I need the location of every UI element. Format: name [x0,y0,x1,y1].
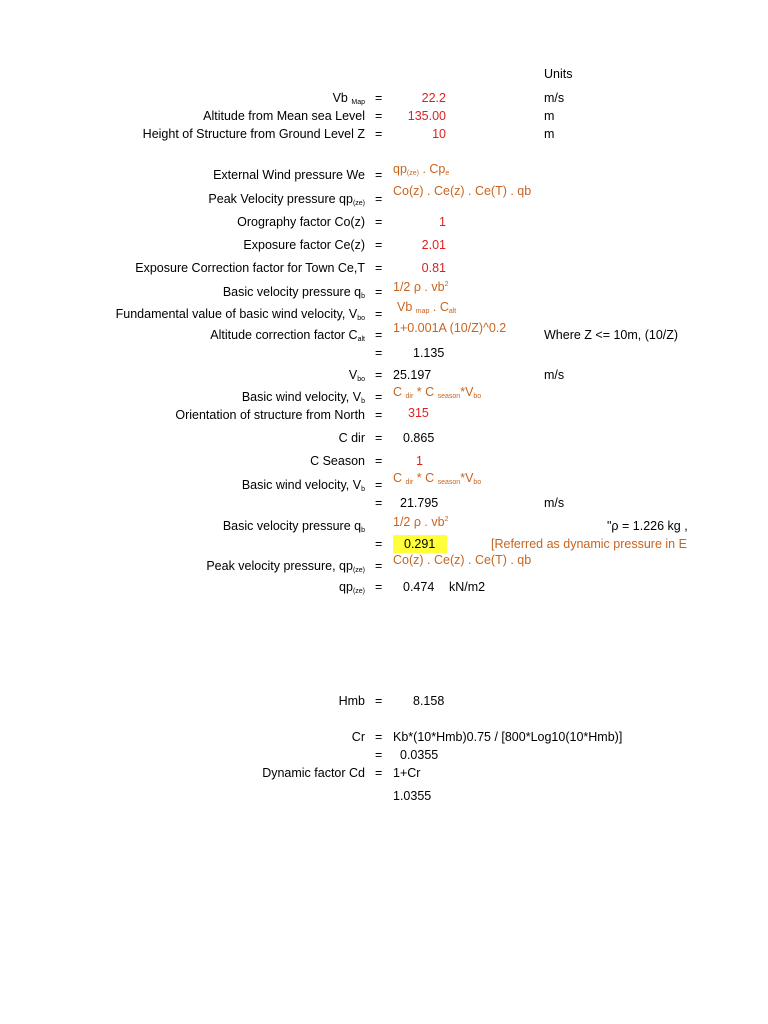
qp2-formula-eq: = [375,559,383,573]
cd-val-value[interactable]: 1.0355 [393,789,432,803]
qb2-val-value[interactable]: 0.291 [404,537,436,551]
height-unit: m [544,127,555,141]
cr-formula[interactable]: Kb*(10*Hmb)0.75 / [800*Log10(10*Hmb)] [393,730,623,744]
qb2-label: Basic velocity pressure $q_b$ [222,519,365,534]
qb-formula[interactable]: 1/2 ρ . $vb^2$ [393,280,449,294]
dynamic-pressure-note: [Referred as dynamic pressure in E [491,537,687,551]
vb-map-eq: = [375,91,383,105]
we-formula[interactable]: $qp_{(ze)}$ . $Cp_e$ [393,162,450,177]
hmb-value[interactable]: 8.158 [413,694,445,708]
orientation-label: Orientation of structure from North [175,408,365,422]
qp-peak-eq: = [375,192,383,206]
vbo-val-value[interactable]: 25.197 [393,368,432,382]
vb-val-value[interactable]: 21.795 [400,496,439,510]
qp2-val-value[interactable]: 0.474 [403,580,435,594]
exposure-corr-eq: = [375,261,383,275]
rho-note: "ρ = 1.226 kg , [607,519,688,533]
height-eq: = [375,127,383,141]
altitude-label: Altitude from Mean sea Level [203,109,365,123]
cd-eq: = [375,766,383,780]
orography-label: Orography factor Co(z) [237,215,365,229]
vb-formula2[interactable]: C $_{dir}$ * C $_{season}*V_{bo}$ [393,471,482,486]
vb-val-eq: = [375,496,383,510]
qp2-formula-label: Peak velocity pressure, $qp_{(ze)}$ [206,559,365,574]
exposure-label: Exposure factor Ce(z) [243,238,365,252]
cr-label: Cr [351,730,365,744]
orientation-eq: = [375,408,383,422]
qp2-val-unit: kN/m2 [449,580,486,594]
cr-eq: = [375,730,383,744]
cdir-value[interactable]: 0.865 [403,431,435,445]
cd-label: Dynamic factor Cd [262,766,365,780]
we-eq: = [375,168,383,182]
vb-formula1-label: Basic wind velocity, $V_b$ [241,390,365,405]
exposure-corr-value[interactable]: 0.81 [421,261,446,275]
vbo-val-label: $V_{bo}$ [348,368,365,383]
vb-val-unit: m/s [544,496,565,510]
qb-label: Basic velocity pressure $q_b$ [222,285,365,300]
units-header: Units [544,67,573,81]
vb-formula2-eq: = [375,478,383,492]
qp2-val-eq: = [375,580,383,594]
qb-eq: = [375,285,383,299]
orography-value[interactable]: 1 [439,215,446,229]
calt-formula[interactable]: 1+0.001A (10/Z)^0.2 [393,321,507,335]
cdir-eq: = [375,431,383,445]
vb-map-label: Vb $_{Map}$ [332,91,365,106]
qp-peak-label: Peak Velocity pressure $qp_{(ze)}$ [208,192,365,207]
calt-eq: = [375,328,383,342]
hmb-eq: = [375,694,383,708]
cdir-label: C dir [338,431,365,445]
height-label: Height of Structure from Ground Level Z [142,127,365,141]
exposure-eq: = [375,238,383,252]
vb-formula1[interactable]: C $_{dir}$ * C $_{season}*V_{bo}$ [393,385,482,400]
cseason-value[interactable]: 1 [416,454,423,468]
vbo-val-unit: m/s [544,368,565,382]
hmb-label: Hmb [338,694,365,708]
cr-val-value[interactable]: 0.0355 [400,748,439,762]
vbo-formula-eq: = [375,307,383,321]
vb-formula2-label: Basic wind velocity, $V_b$ [241,478,365,493]
qp2-formula[interactable]: Co(z) . Ce(z) . Ce(T) . qb [393,553,532,567]
calt-val-value[interactable]: 1.135 [413,346,445,360]
cseason-eq: = [375,454,383,468]
vbo-val-eq: = [375,368,383,382]
cr-val-eq: = [375,748,383,762]
altitude-value[interactable]: 135.00 [407,109,446,123]
calt-val-eq: = [375,346,383,360]
cseason-label: C Season [310,454,365,468]
calt-note: Where Z <= 10m, (10/Z) [544,328,679,342]
exposure-corr-label: Exposure Correction factor for Town Ce,T [135,261,365,275]
qp2-val-label: $qp_{(ze)}$ [339,580,365,595]
calt-label: Altitude correction factor $C_{alt}$ [210,328,365,343]
orography-eq: = [375,215,383,229]
qb2-formula[interactable]: 1/2 ρ . $vb^2$ [393,515,449,529]
qp-peak-formula[interactable]: Co(z) . Ce(z) . Ce(T) . qb [393,184,532,198]
height-value[interactable]: 10 [432,127,446,141]
qb2-val-eq: = [375,537,383,551]
we-label: External Wind pressure We [213,168,365,182]
vb-map-unit: m/s [544,91,565,105]
vb-formula1-eq: = [375,390,383,404]
cd-formula[interactable]: 1+Cr [393,766,421,780]
altitude-unit: m [544,109,555,123]
vbo-formula[interactable]: Vb $_{map}$ . $C_{alt}$ [397,300,457,315]
vbo-formula-label: Fundamental value of basic wind velocity, $V_{bo}$ [115,307,365,322]
vb-map-value[interactable]: 22.2 [421,91,446,105]
exposure-value[interactable]: 2.01 [421,238,446,252]
orientation-value[interactable]: 315 [408,406,429,420]
altitude-eq: = [375,109,383,123]
